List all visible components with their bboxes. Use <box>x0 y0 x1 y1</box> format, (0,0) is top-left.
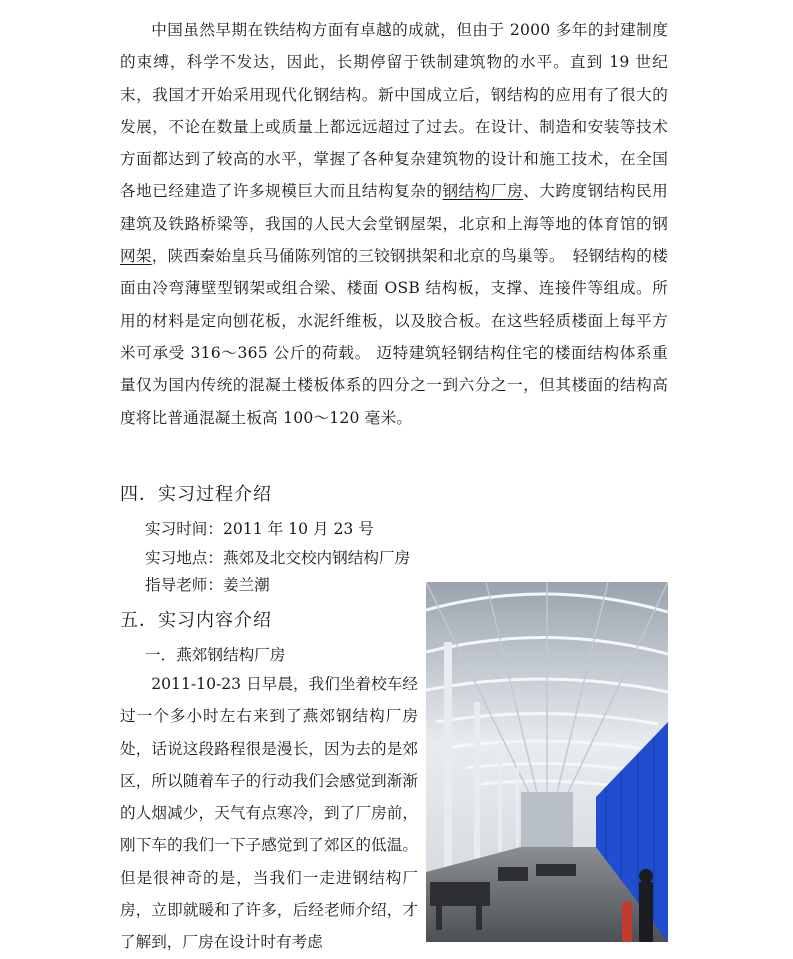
section-5-body: 2011-10-23 日早晨，我们坐着校车经过一个多小时左右来到了燕郊钢结构厂房处，话说这段路程很是漫长，因为去的是郊区，所以随着车子的行动我们会感觉到渐渐的人烟减少，天气有点寒冷，到了厂房前，刚下车的我们一下子感觉到了郊区的低温。但是很神奇的是，当我们一走进钢结构厂房，立即就暖和了许多，后经老师介绍，才了解到，厂房在设计时有考虑 <box>120 675 418 952</box>
internship-time: 实习时间：2011 年 10 月 23 号 <box>145 520 374 538</box>
internship-place: 实习地点：燕郊及北交校内钢结构厂房 <box>145 549 411 567</box>
intro-text-1: 中国虽然早期在铁结构方面有卓越的成就，但由于 2000 多年的封建制度的束缚，科学不发达，因此，长期停留于铁制建筑物的水平。直到 19 世纪末，我国才开始采用现代化钢结构。新中国成立后，钢结构的应用有了很大的发展，不论在数量上或质量上都远远超过了过去。在设计、制造和安装等技术方面都达到了较高的水平，掌握了各种复杂建筑物的设计和施工技术，在全国各地已经建造了许多规模巨大而且结构复杂的 <box>120 21 668 201</box>
steel-factory-link[interactable]: 钢结构厂房 <box>442 182 524 201</box>
intro-text-3: ，陕西秦始皇兵马俑陈列馆的三铰钢拱架和北京的鸟巢等。 轻钢结构的楼面由冷弯薄壁型钢架或组合梁、楼面 OSB 结构板，支撑、连接件等组成。所用的材料是定向刨花板，水泥纤维板，以及胶合板。在这些轻质楼面上每平方米可承受 316～365 公斤的荷载。 迈特建筑轻钢结构住宅的楼面结构体系重量仅为国内传统的混凝土楼板体系的四分之一到六分之一，但其楼面的结构高度将比普通混凝土板高 100～120 毫米。 <box>120 247 668 427</box>
section-5-subheading: 一．燕郊钢结构厂房 <box>145 646 286 664</box>
section-4-heading: 四．实习过程介绍 <box>120 484 272 505</box>
intro-paragraph <box>120 14 668 434</box>
factory-interior-photo <box>426 582 668 942</box>
space-truss-link[interactable]: 网架 <box>120 247 152 266</box>
internship-teacher: 指导老师：姜兰潮 <box>145 576 270 594</box>
section-5-heading: 五．实习内容介绍 <box>120 610 272 631</box>
intro-text-2: 、大跨度钢结构民用建筑及铁路桥梁等，我国的人民大会堂钢屋架，北京和上海等地的体育馆的钢 <box>120 182 668 233</box>
